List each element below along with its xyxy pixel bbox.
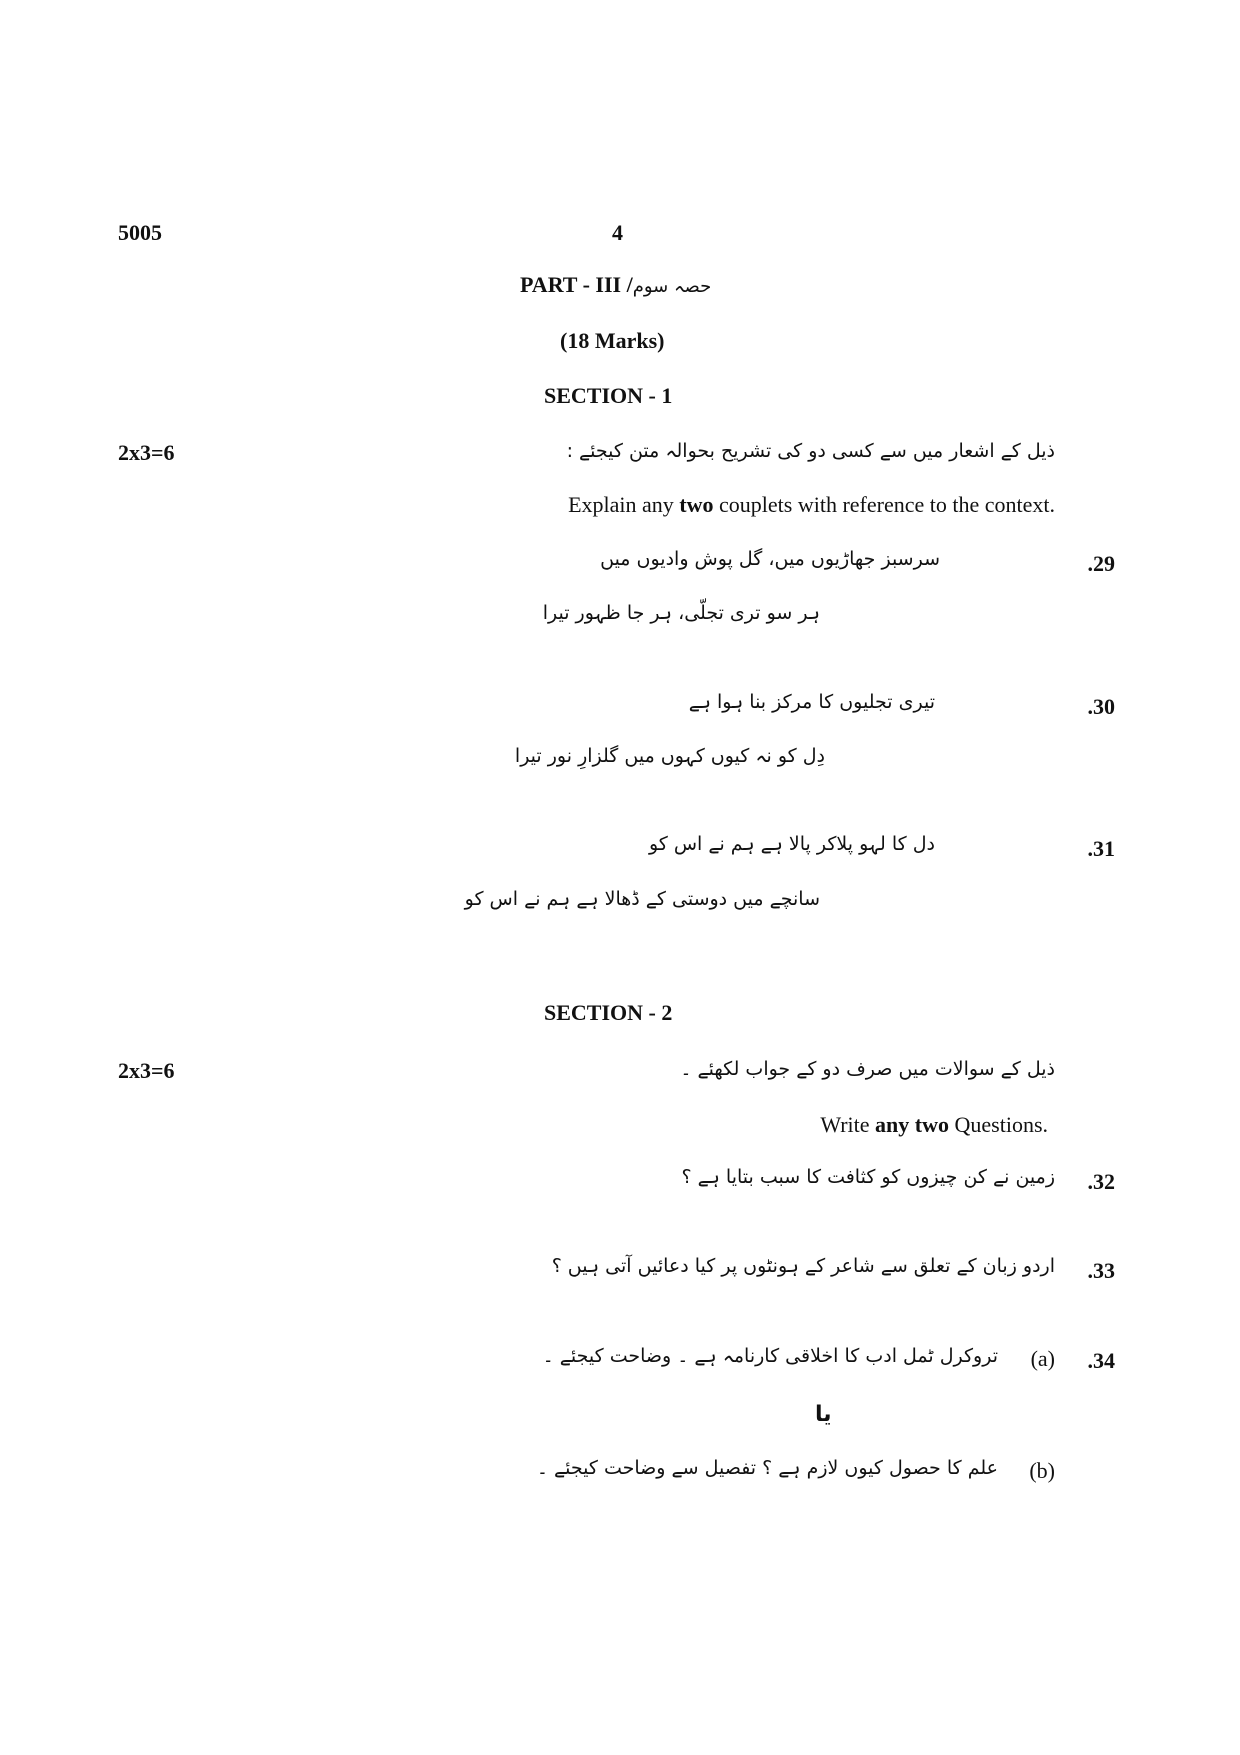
- question-number: .31: [1087, 836, 1115, 861]
- question-number: .33: [1087, 1258, 1115, 1283]
- section-1-instruction-en: [568, 492, 1055, 518]
- option-b-text: علم کا حصول کیوں لازم ہے ؟ تفصیل سے وضاحت کیجئے ۔: [536, 1457, 998, 1479]
- instruction-en-bold: any two: [875, 1112, 949, 1137]
- couplet-line-2: سانچے میں دوستی کے ڈھالا ہے ہم نے اس کو: [464, 888, 820, 910]
- option-a-text: تروکرل ٹمل ادب کا اخلاقی کارنامہ ہے ۔ وضاحت کیجئے ۔: [542, 1345, 998, 1367]
- section-1-marks: 2x3=6: [118, 440, 175, 465]
- section-2-title: SECTION - 2: [544, 1000, 673, 1025]
- instruction-en-post: Questions.: [954, 1112, 1048, 1137]
- instruction-en-post: couplets with reference to the context.: [719, 492, 1055, 517]
- part-title: [520, 272, 711, 298]
- part-urdu: حصہ سوم: [632, 276, 712, 297]
- or-separator: یا: [815, 1402, 832, 1427]
- instruction-en-pre: Write: [820, 1112, 870, 1137]
- question-number: .34: [1087, 1348, 1115, 1373]
- question-number: .29: [1087, 551, 1115, 576]
- couplet-line-1: دل کا لہو پلاکر پالا ہے ہم نے اس کو: [648, 833, 935, 855]
- question-text: اردو زبان کے تعلق سے شاعر کے ہونٹوں پر کیا دعائیں آتی ہیں ؟: [551, 1255, 1055, 1277]
- question-text: زمین نے کن چیزوں کو کثافت کا سبب بتایا ہے ؟: [681, 1166, 1055, 1188]
- option-b-label: (b): [1029, 1458, 1055, 1483]
- page-number: 4: [612, 220, 623, 245]
- section-2-marks: 2x3=6: [118, 1058, 175, 1083]
- couplet-line-2: ہر سو تری تجلّی، ہر جا ظہور تیرا: [542, 602, 820, 624]
- section-1-instruction-urdu: ذیل کے اشعار میں سے کسی دو کی تشریح بحوالہ متن کیجئے :: [566, 440, 1055, 462]
- paper-code: 5005: [118, 220, 162, 245]
- instruction-en-pre: Explain any: [568, 492, 674, 517]
- couplet-line-1: سرسبز جھاڑیوں میں، گل پوش وادیوں میں: [600, 548, 940, 570]
- couplet-line-2: دِل کو نہ کیوں کہوں میں گلزارِ نور تیرا: [514, 745, 825, 767]
- question-number: .30: [1087, 694, 1115, 719]
- instruction-en-bold: two: [679, 492, 714, 517]
- couplet-line-1: تیری تجلیوں کا مرکز بنا ہوا ہے: [688, 691, 935, 713]
- option-a-label: (a): [1030, 1346, 1055, 1371]
- part-label: PART - III /: [520, 272, 633, 297]
- section-1-title: SECTION - 1: [544, 383, 673, 408]
- total-marks: (18 Marks): [560, 328, 665, 353]
- section-2-instruction-urdu: ذیل کے سوالات میں صرف دو کے جواب لکھئے ۔: [680, 1058, 1055, 1080]
- section-2-instruction-en: [820, 1112, 1048, 1138]
- question-number: .32: [1087, 1169, 1115, 1194]
